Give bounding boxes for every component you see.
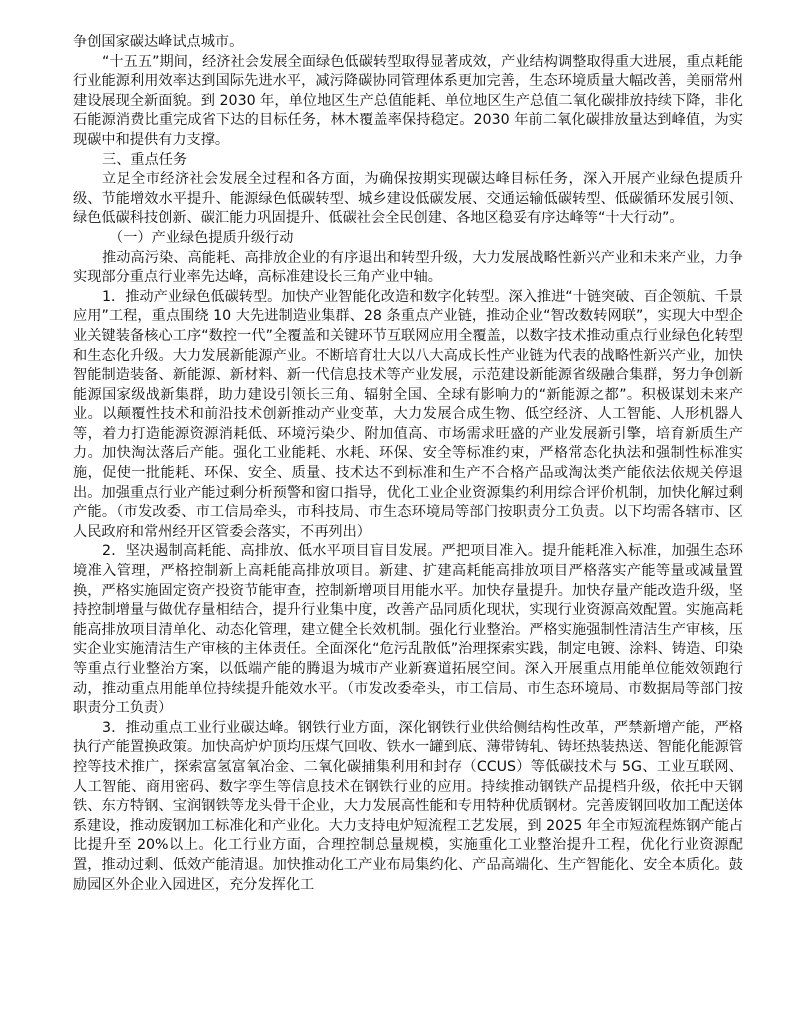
section-heading-key-tasks: 三、重点任务 bbox=[102, 151, 188, 168]
paragraph-item-1-low-carbon-transformation: 1．推动产业绿色低碳转型。加快产业智能化改造和数字化转型。深入推进“十链突破、百企领航、千景应用”工程，重点围绕 10 大先进制造业集群、28 条重点产业链，推动企业“智改数转网联”，实现大中型企业关键装备核心工序“数控一代”全覆盖和关键环节互联网应用全覆盖，以数字技术推动重点行业绿色化转型和生态化升级。大力发展新能源产业。不断培育壮大以八大高成长性产业链为代表的战略性新兴产业，加快智能制造装备、新能源、新材料、新一代信息技术等产业发展，示范建设新能源省级融合集群，努力争创新能源国家级战新集群，助力建设引领长三角、辐射全国、全球有影响力的“新能源之都”。积极谋划未来产业。以颠覆性技术和前沿技术创新推动产业变革，大力发展合成生物、低空经济、人工智能、人形机器人等，着力打造能源资源消耗低、环境污染少、附加值高、市场需求旺盛的产业发展新引擎，培育新质生产力。加快淘汰落后产能。强化工业能耗、水耗、环保、安全等标准约束，严格常态化执法和强制性标准实施，促使一批能耗、环保、安全、质量、技术达不到标准和生产不合格产品或淘汰类产能依法依规关停退出。加强重点行业产能过剩分析预警和窗口指导，优化工业企业资源集约利用综合评价机制，加快化解过剩产能。（市发改委、市工信局牵头，市科技局、市生态环境局等部门按职责分工负责。以下均需各辖市、区人民政府和常州经开区管委会落实，不再列出） bbox=[73, 288, 743, 540]
paragraph-continuation: 争创国家碳达峰试点城市。 bbox=[73, 34, 244, 50]
paragraph-fifteenth-five-year-goals: “十五五”期间，经济社会发展全面绿色低碳转型取得显著成效，产业结构调整取得重大进展，重点耗能行业能源利用效率达到国际先进水平，减污降碳协同管理体系更加完善，生态环境质量大幅改善，美丽常州建设展现全新面貌。到 2030 年，单位地区生产总值能耗、单位地区生产总值二氧化碳排放持续下降，非化石能源消费比重完成省下达的目标任务，林木覆盖率保持稳定。2030 年前二氧化碳排放量达到峰值，为实现碳中和提供有力支撑。 bbox=[73, 53, 743, 148]
paragraph-industry-upgrade-intro: 推动高污染、高能耗、高排放企业的有序退出和转型升级，大力发展战略性新兴产业和未来产业，力争实现部分重点行业率先达峰，高标准建设长三角产业中轴。 bbox=[73, 249, 743, 286]
paragraph-item-3-industrial-carbon-peak: 3．推动重点工业行业碳达峰。钢铁行业方面，深化钢铁行业供给侧结构性改革，严禁新增产能，严格执行产能置换政策。加快高炉炉顶均压煤气回收、铁水一罐到底、薄带铸轧、铸坯热装热送、智能化能源管控等技术推广，探索富氢富氧冶金、二氧化碳捕集利用和封存（CCUS）等低碳技术与 5G、工业互联网、人工智能、商用密码、数字孪生等信息技术在钢铁行业的应用。持续推动钢铁产品提档升级，依托中天钢铁、东方特钢、宝润钢铁等龙头骨干企业，大力发展高性能和专用特种优质钢材。完善废钢回收加工配送体系建设，推动废钢加工标准化和产业化。大力支持电炉短流程工艺发展，到 2025 年全市短流程炼钢产能占比提升至 20%以上。化工行业方面，合理控制总量规模，实施重化工业整治提升工程，优化行业资源配置，推动过剩、低效产能清退。加快推动化工产业布局集约化、产品高端化、生产智能化、安全本质化。鼓励园区外企业入园进区，充分发挥化工 bbox=[73, 719, 743, 893]
subsection-heading-industry-upgrade: （一）产业绿色提质升级行动 bbox=[109, 229, 294, 246]
paragraph-item-2-curb-high-energy-projects: 2．坚决遏制高耗能、高排放、低水平项目盲目发展。严把项目准入。提升能耗准入标准，加强生态环境准入管理，严格控制新上高耗能高排放项目。新建、扩建高耗能高排放项目严格落实产能等量或减量置换，严格实施固定资产投资节能审查，控制新增项目用能水平。加快存量提升。加快存量产能改造升级，坚持控制增量与做优存量相结合，提升行业集中度，改善产品同质化现状，实现行业资源高效配置。实施高耗能高排放项目清单化、动态化管理，建立健全长效机制。强化行业整治。严格实施强制性清洁生产审核，压实企业实施清洁生产审核的主体责任。全面深化“危污乱散低”治理探索实践，制定电镀、涂料、铸造、印染等重点行业整治方案，以低端产能的腾退为城市产业新赛道拓展空间。深入开展重点用能单位能效领跑行动，推动重点用能单位持续提升能效水平。（市发改委牵头，市工信局、市生态环境局、市数据局等部门按职责分工负责） bbox=[73, 543, 743, 717]
paragraph-ten-actions-intro: 立足全市经济社会发展全过程和各方面，为确保按期实现碳达峰目标任务，深入开展产业绿色提质升级、节能增效水平提升、能源绿色低碳转型、城乡建设低碳发展、交通运输低碳转型、低碳循环发展引领、绿色低碳科技创新、碳汇能力巩固提升、低碳社会全民创建、各地区稳妥有序达峰等“十大行动”。 bbox=[73, 171, 743, 227]
document-page bbox=[73, 33, 743, 895]
